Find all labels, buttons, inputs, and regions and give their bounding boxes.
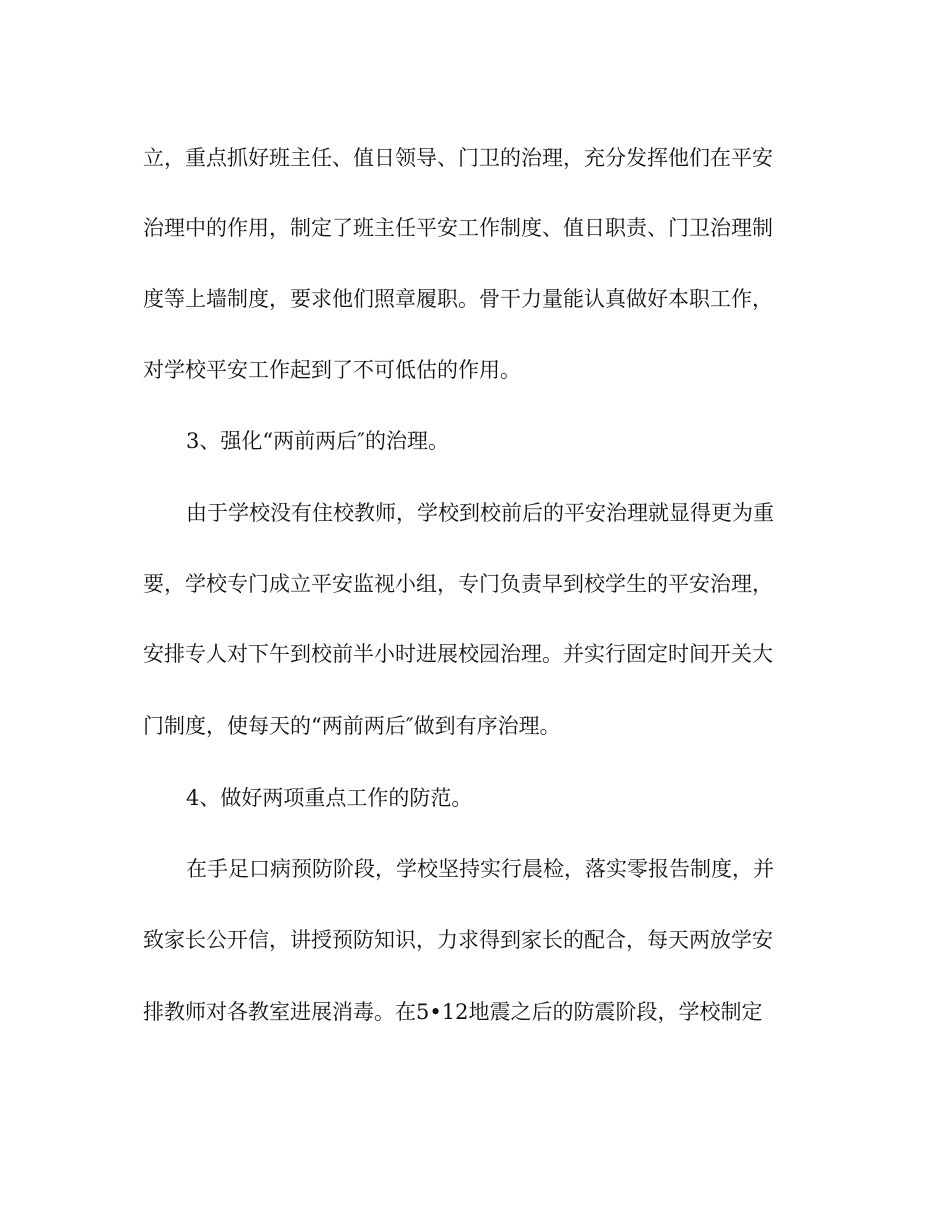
- paragraph-line: 致家长公开信，讲授预防知识，力求得到家长的配合，每天两放学安: [143, 928, 773, 952]
- paragraph-line: 度等上墙制度，要求他们照章履职。骨干力量能认真做好本职工作，: [143, 287, 773, 311]
- paragraph-line: 由于学校没有住校教师，学校到校前后的平安治理就显得更为重: [186, 501, 774, 525]
- paragraph-line: 门制度，使每天的“两前两后″做到有序治理。: [143, 714, 561, 738]
- paragraph-line: 对学校平安工作起到了不可低估的作用。: [143, 358, 521, 382]
- paragraph-line: 在手足口病预防阶段，学校坚持实行晨检，落实零报告制度，并: [186, 857, 774, 881]
- section-heading-3: 3、强化“两前两后″的治理。: [186, 429, 449, 453]
- paragraph-line: 安排专人对下午到校前半小时进展校园治理。并实行固定时间开关大: [143, 642, 773, 666]
- paragraph-line: 立，重点抓好班主任、值日领导、门卫的治理，充分发挥他们在平安: [143, 146, 773, 170]
- paragraph-line: 治理中的作用，制定了班主任平安工作制度、值日职责、门卫治理制: [143, 216, 773, 240]
- paragraph-line: 要，学校专门成立平安监视小组，专门负责早到校学生的平安治理，: [143, 572, 773, 596]
- paragraph-line: 排教师对各教室进展消毒。在5•12地震之后的防震阶段，学校制定: [143, 1000, 763, 1024]
- section-heading-4: 4、做好两项重点工作的防范。: [186, 786, 473, 810]
